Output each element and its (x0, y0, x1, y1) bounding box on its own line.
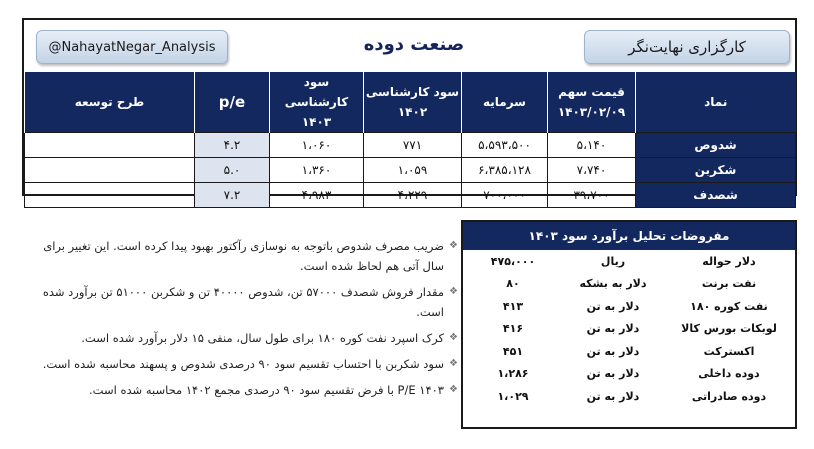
assumption-value: ۱،۰۲۹ (497, 389, 529, 403)
cell-capital: ۶،۳۸۵،۱۲۸ (462, 158, 548, 183)
assumption-value: ۴۱۶ (502, 322, 524, 336)
cell-eps-1403: ۱،۰۶۰ (270, 133, 364, 158)
cell-capital: ۷۰۰،۰۰۰ (462, 183, 548, 208)
notes-list (30, 236, 458, 406)
table-row (25, 158, 796, 183)
bullet-icon: ❖ (449, 384, 458, 395)
cell-plan (25, 133, 195, 158)
cell-eps-1403: ۴،۹۸۳ (270, 183, 364, 208)
note-text: ضریب مصرف شدوص باتوجه به نوسازی رآکتور بهبود پیدا کرده است. این تغییر برای سال آتی هم لحاظ شده است. (43, 239, 444, 273)
cell-plan (25, 183, 195, 208)
assumption-value: ۴۱۳ (502, 299, 524, 313)
list-item (30, 236, 458, 276)
assumption-value: ۴۷۵،۰۰۰ (490, 254, 536, 268)
cell-price: ۳۹،۷۰۰ (548, 183, 636, 208)
assumption-row (463, 385, 795, 408)
bullet-icon: ❖ (449, 286, 458, 297)
cell-price: ۷،۷۴۰ (548, 158, 636, 183)
cell-price: ۵،۱۴۰ (548, 133, 636, 158)
assumption-row (463, 340, 795, 363)
col-price: قیمت سهم ۱۴۰۳/۰۲/۰۹ (548, 72, 636, 133)
note-text: مقدار فروش شصدف ۵۷۰۰۰ تن، شدوص ۴۰۰۰۰ تن و شکربن ۵۱۰۰۰ تن برآورد شده است. (42, 285, 444, 319)
channel-handle-button[interactable]: @NahayatNegar_Analysis (36, 30, 228, 64)
assumption-row (463, 363, 795, 386)
note-text: P/E ۱۴۰۳ با فرض تقسیم سود ۹۰ درصدی مجمع ۱۴۰۲ محاسبه شده است. (89, 383, 444, 397)
assumptions-title: مفروضات تحلیل برآورد سود ۱۴۰۳ (463, 222, 795, 250)
assumption-row (463, 295, 795, 318)
assumption-row (463, 318, 795, 341)
list-item (30, 354, 458, 374)
assumption-item: دوده صادراتی (691, 389, 767, 403)
assumption-unit: دلار به تن (586, 367, 640, 381)
cell-eps-1402: ۱،۰۵۹ (364, 158, 462, 183)
assumption-unit: ریال (600, 254, 626, 268)
cell-pe: ۴.۲ (195, 133, 270, 158)
bullet-icon: ❖ (449, 358, 458, 369)
assumption-item: دلار حواله (702, 254, 756, 268)
cell-capital: ۵،۵۹۳،۵۰۰ (462, 133, 548, 158)
assumption-item: نفت کوره ۱۸۰ (690, 299, 768, 313)
cell-symbol: شکربن (636, 158, 796, 183)
list-item (30, 380, 458, 400)
cell-eps-1403: ۱،۳۶۰ (270, 158, 364, 183)
list-item (30, 328, 458, 348)
stocks-table (24, 72, 796, 208)
col-eps-1403: سود کارشناسی ۱۴۰۳ (270, 72, 364, 133)
assumptions-panel (461, 220, 797, 429)
cell-eps-1402: ۷۷۱ (364, 133, 462, 158)
assumption-unit: دلار به بشکه (579, 277, 647, 291)
assumption-item: نفت برنت (701, 277, 757, 291)
col-symbol: نماد (636, 72, 796, 133)
table-row (25, 183, 796, 208)
note-text: کرک اسپرد نفت کوره ۱۸۰ برای طول سال، منفی ۱۵ دلار برآورد شده است. (81, 331, 444, 345)
assumption-row (463, 250, 795, 273)
assumption-value: ۸۰ (506, 277, 520, 291)
col-pe: p/e (195, 72, 270, 133)
bullet-icon: ❖ (449, 332, 458, 343)
assumption-unit: دلار به تن (586, 389, 640, 403)
stock-summary-panel (22, 18, 797, 202)
col-capital: سرمایه (462, 72, 548, 133)
col-plan: طرح توسعه (25, 72, 195, 133)
assumption-unit: دلار به تن (586, 344, 640, 358)
table-row (25, 133, 796, 158)
table-header-row (25, 72, 796, 133)
note-text: سود شکربن با احتساب تقسیم سود ۹۰ درصدی شدوص و پسهند محاسبه شده است. (42, 357, 444, 371)
assumption-unit: دلار به تن (586, 299, 640, 313)
assumption-item: دوده داخلی (698, 367, 760, 381)
assumption-value: ۴۵۱ (502, 344, 524, 358)
cell-eps-1402: ۴،۲۲۹ (364, 183, 462, 208)
assumption-item: اکسترکت (703, 344, 755, 358)
list-item (30, 282, 458, 322)
col-eps-1402: سود کارشناسی ۱۴۰۲ (364, 72, 462, 133)
assumption-unit: دلار به تن (586, 322, 640, 336)
broker-name-button[interactable]: کارگزاری نهایت‌نگر (584, 30, 790, 64)
cell-pe: ۷.۲ (195, 183, 270, 208)
cell-pe: ۵.۰ (195, 158, 270, 183)
bullet-icon: ❖ (449, 240, 458, 251)
cell-plan (25, 158, 195, 183)
assumption-value: ۱،۲۸۶ (497, 367, 529, 381)
cell-symbol: شصدف (636, 183, 796, 208)
assumption-row (463, 273, 795, 296)
page-title: صنعت دوده (363, 34, 465, 55)
assumption-item: لوبکات بورس کالا (681, 322, 777, 336)
cell-symbol: شدوص (636, 133, 796, 158)
